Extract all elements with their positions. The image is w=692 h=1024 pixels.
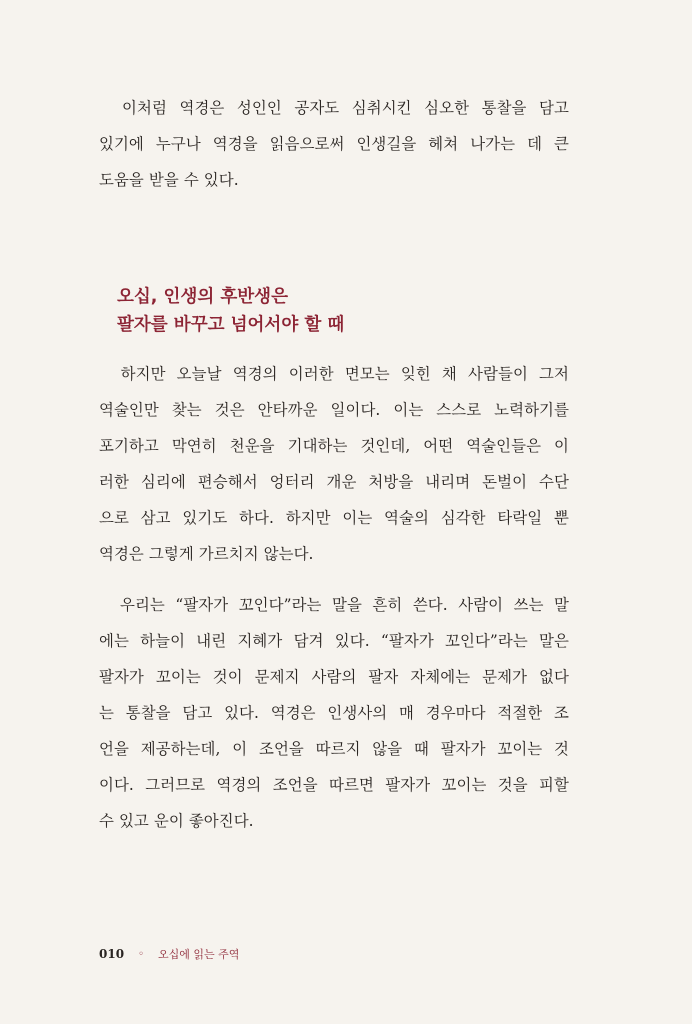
text-line: 포기하고 막연히 천운을 기대하는 것인데, 어떤 역술인들은 이	[99, 437, 569, 455]
text-line: 우리는 “팔자가 꼬인다”라는 말을 흔히 쓴다. 사람이 쓰는 말	[99, 596, 569, 614]
book-title: 오십에 읽는 주역	[157, 948, 240, 961]
footer-separator: ◦	[138, 948, 144, 960]
text-line: 팔자가 꼬이는 것이 문제지 사람의 팔자 자체에는 문제가 없다	[99, 668, 569, 686]
section-heading	[117, 283, 344, 339]
text-line: 는 통찰을 담고 있다. 역경은 인생사의 매 경우마다 적절한 조	[99, 704, 569, 722]
text-line: 역술인만 찾는 것은 안타까운 일이다. 이는 스스로 노력하기를	[99, 401, 569, 419]
text-line: 러한 심리에 편승해서 엉터리 개운 처방을 내리며 돈벌이 수단	[99, 473, 569, 491]
text-line: 하지만 오늘날 역경의 이러한 면모는 잊힌 채 사람들이 그저	[99, 365, 569, 383]
text-line: 도움을 받을 수 있다.	[99, 171, 239, 189]
text-line: 으로 삼고 있기도 하다. 하지만 이는 역술의 심각한 타락일 뿐	[99, 509, 569, 527]
text-line: 언을 제공하는데, 이 조언을 따르지 않을 때 팔자가 꼬이는 것	[99, 740, 569, 758]
section-heading-line-1: 오십, 인생의 후반생은	[117, 287, 288, 307]
body-paragraph-1	[99, 356, 569, 572]
body-paragraph-2	[99, 587, 569, 839]
text-line: 이다. 그러므로 역경의 조언을 따르면 팔자가 꼬이는 것을 피할	[99, 776, 569, 794]
text-line: 수 있고 운이 좋아진다.	[99, 812, 254, 830]
section-heading-line-2: 팔자를 바꾸고 넘어서야 할 때	[117, 315, 345, 335]
text-line: 에는 하늘이 내린 지혜가 담겨 있다. “팔자가 꼬인다”라는 말은	[99, 632, 569, 650]
text-line: 역경은 그렇게 가르치지 않는다.	[99, 545, 314, 563]
text-line: 있기에 누구나 역경을 읽음으로써 인생길을 헤쳐 나가는 데 큰	[99, 135, 569, 153]
page-number: 010	[99, 947, 125, 961]
intro-paragraph	[99, 90, 569, 198]
text-line: 이처럼 역경은 성인인 공자도 심취시킨 심오한 통찰을 담고	[99, 99, 569, 117]
page-footer	[99, 944, 239, 964]
